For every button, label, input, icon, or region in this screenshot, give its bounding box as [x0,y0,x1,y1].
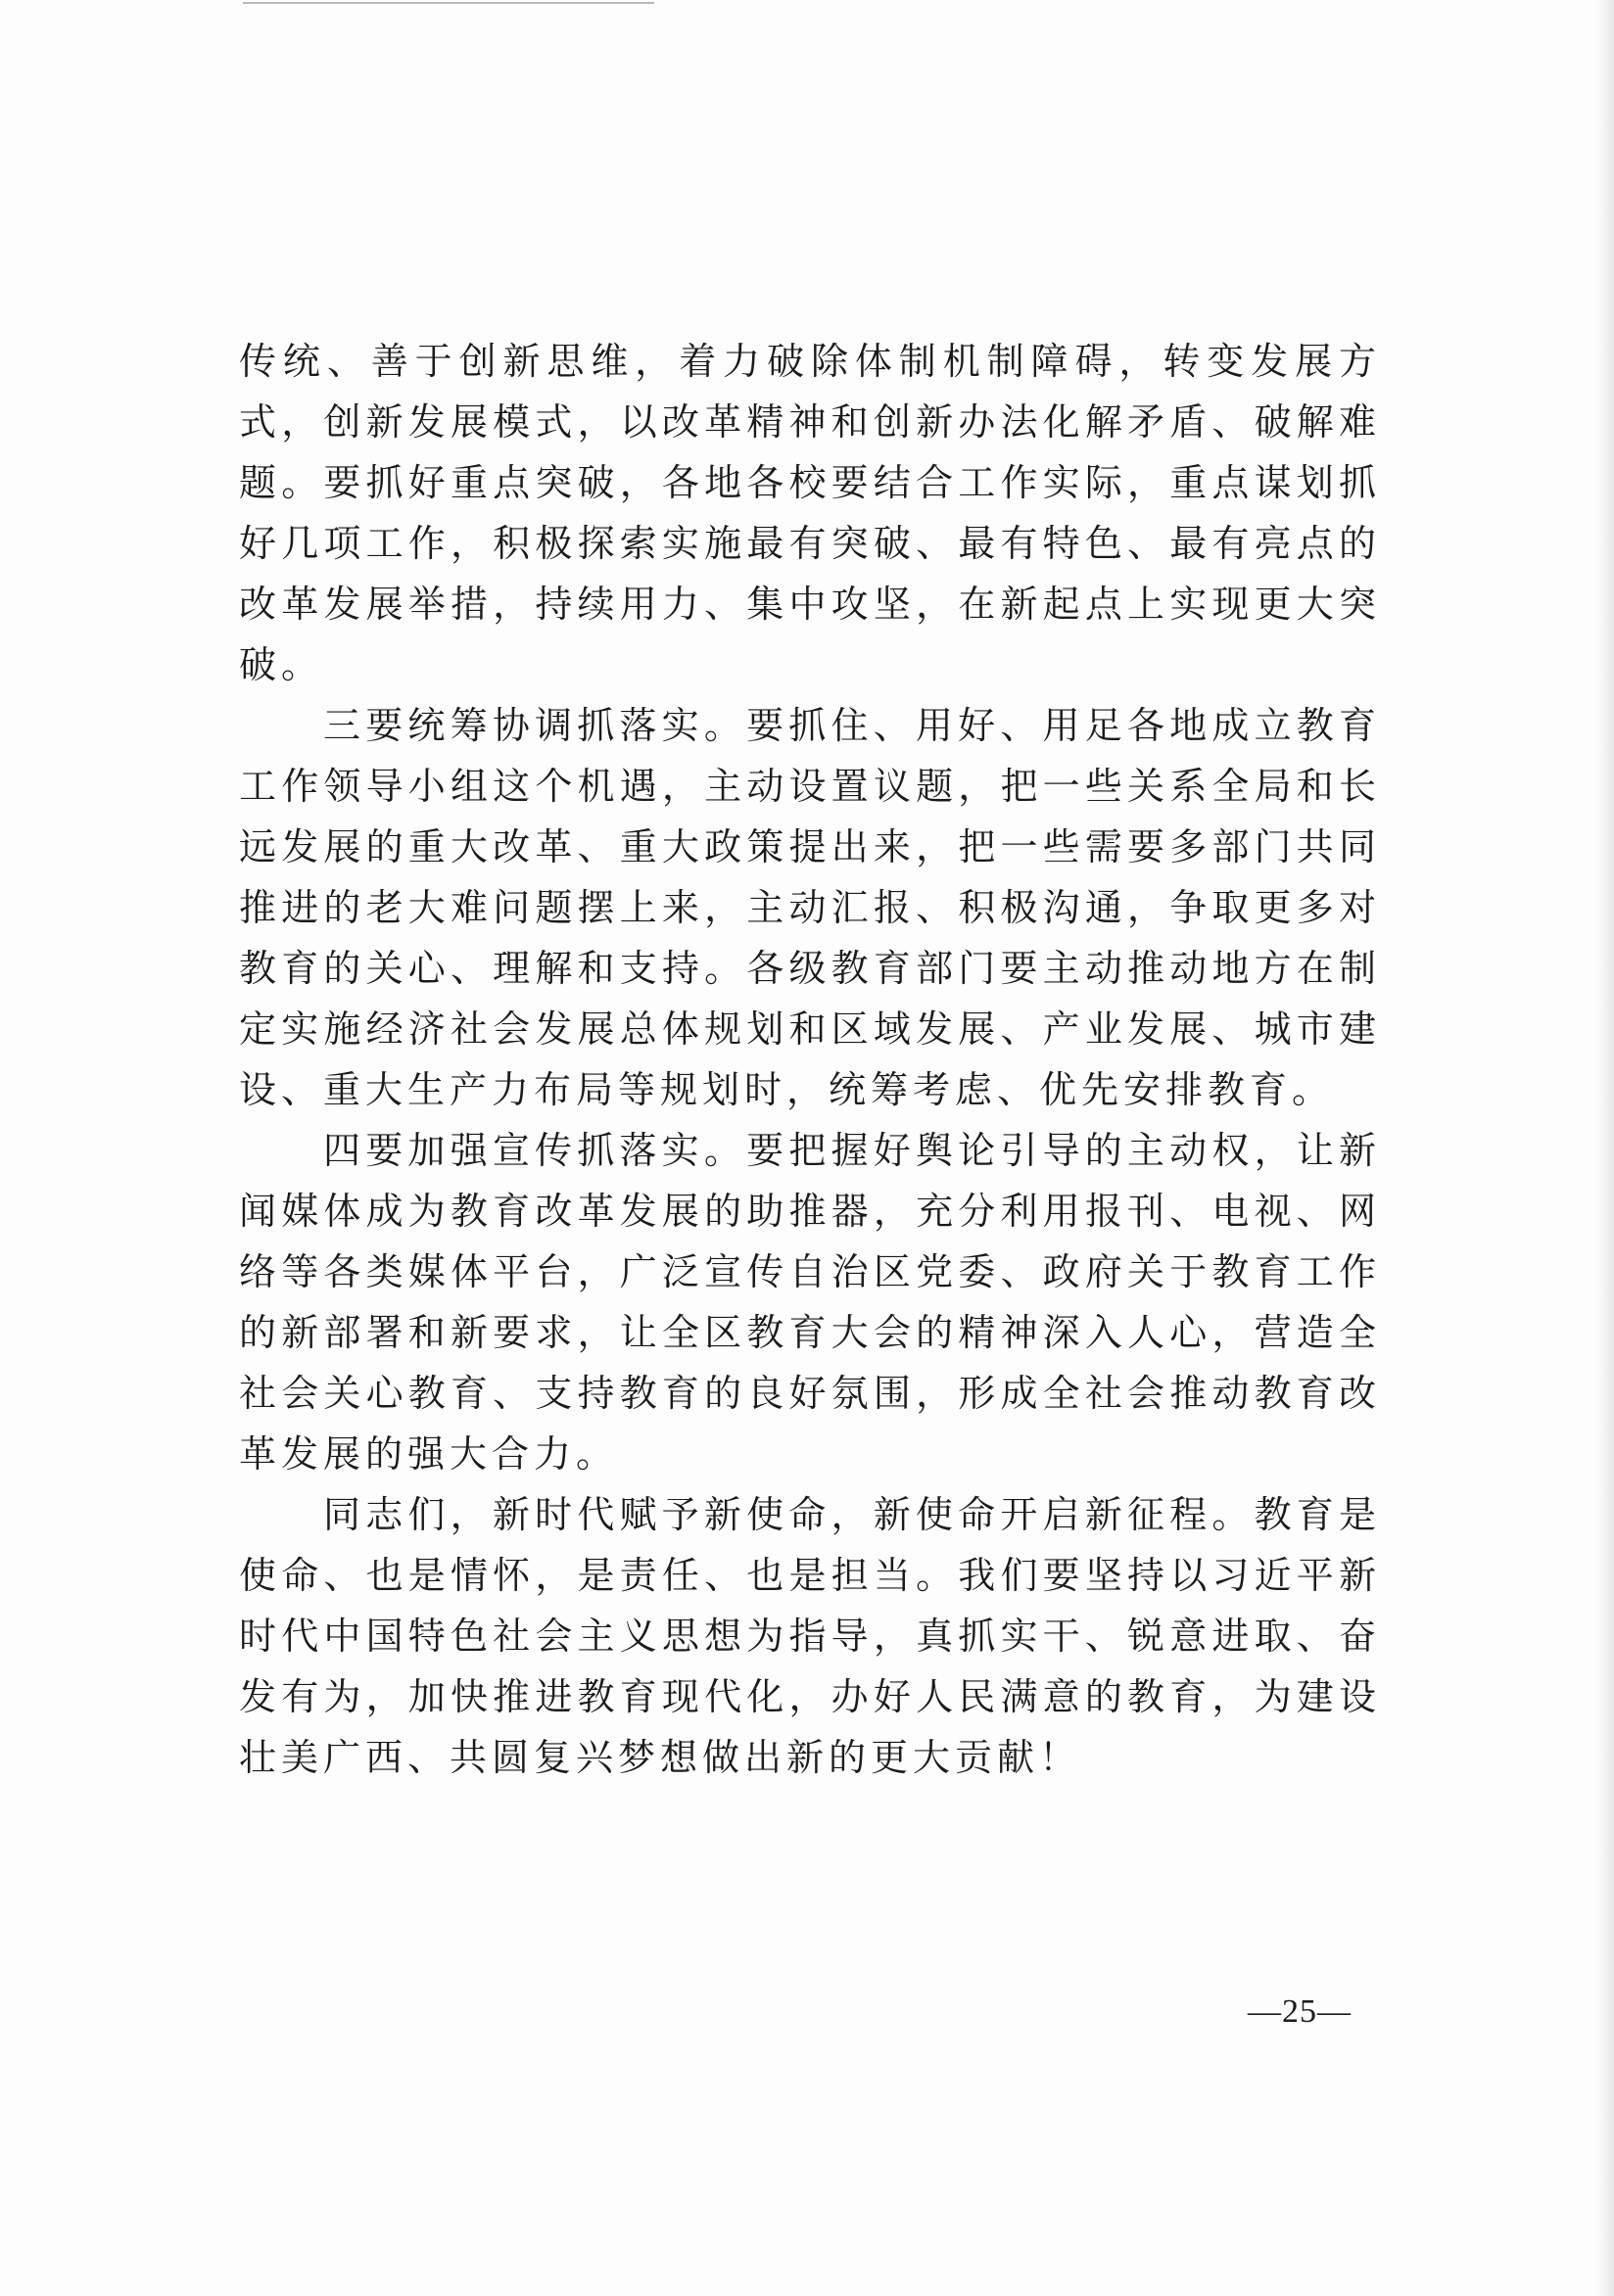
paragraph-coordination: 三要统筹协调抓落实。要抓住、用好、用足各地成立教育工作领导小组这个机遇，主动设置议题，把一些关系全局和长远发展的重大改革、重大政策提出来，把一些需要多部门共同推进的老大难问题摆上来，主动汇报、积极沟通，争取更多对教育的关心、理解和支持。各级教育部门要主动推动地方在制定实施经济社会发展总体规划和区域发展、产业发展、城市建设、重大生产力布局等规划时，统筹考虑、优先安排教育。 [239,704,1381,1111]
scan-top-rule [243,2,654,4]
paragraph-continuation: 传统、善于创新思维，着力破除体制机制障碍，转变发展方式，创新发展模式，以改革精神和创新办法化解矛盾、破解难题。要抓好重点突破，各地各校要结合工作实际，重点谋划抓好几项工作，积极探索实施最有突破、最有特色、最有亮点的改革发展举措，持续用力、集中攻坚，在新起点上实现更大突破。 [239,340,1381,686]
page-number: —25— [1248,1993,1352,2030]
paragraph-publicity: 四要加强宣传抓落实。要把握好舆论引导的主动权，让新闻媒体成为教育改革发展的助推器，充分利用报刊、电视、网络等各类媒体平台，广泛宣传自治区党委、政府关于教育工作的新部署和新要求，让全区教育大会的精神深入人心，营造全社会关心教育、支持教育的良好氛围，形成全社会推动教育改革发展的强大合力。 [239,1129,1381,1476]
body-text [239,331,1381,1788]
scan-edge-shadow [1592,0,1614,2296]
paragraph-closing: 同志们，新时代赋予新使命，新使命开启新征程。教育是使命、也是情怀，是责任、也是担当。我们要坚持以习近平新时代中国特色社会主义思想为指导，真抓实干、锐意进取、奋发有为，加快推进教育现代化，办好人民满意的教育，为建设壮美广西、共圆复兴梦想做出新的更大贡献！ [239,1493,1381,1779]
